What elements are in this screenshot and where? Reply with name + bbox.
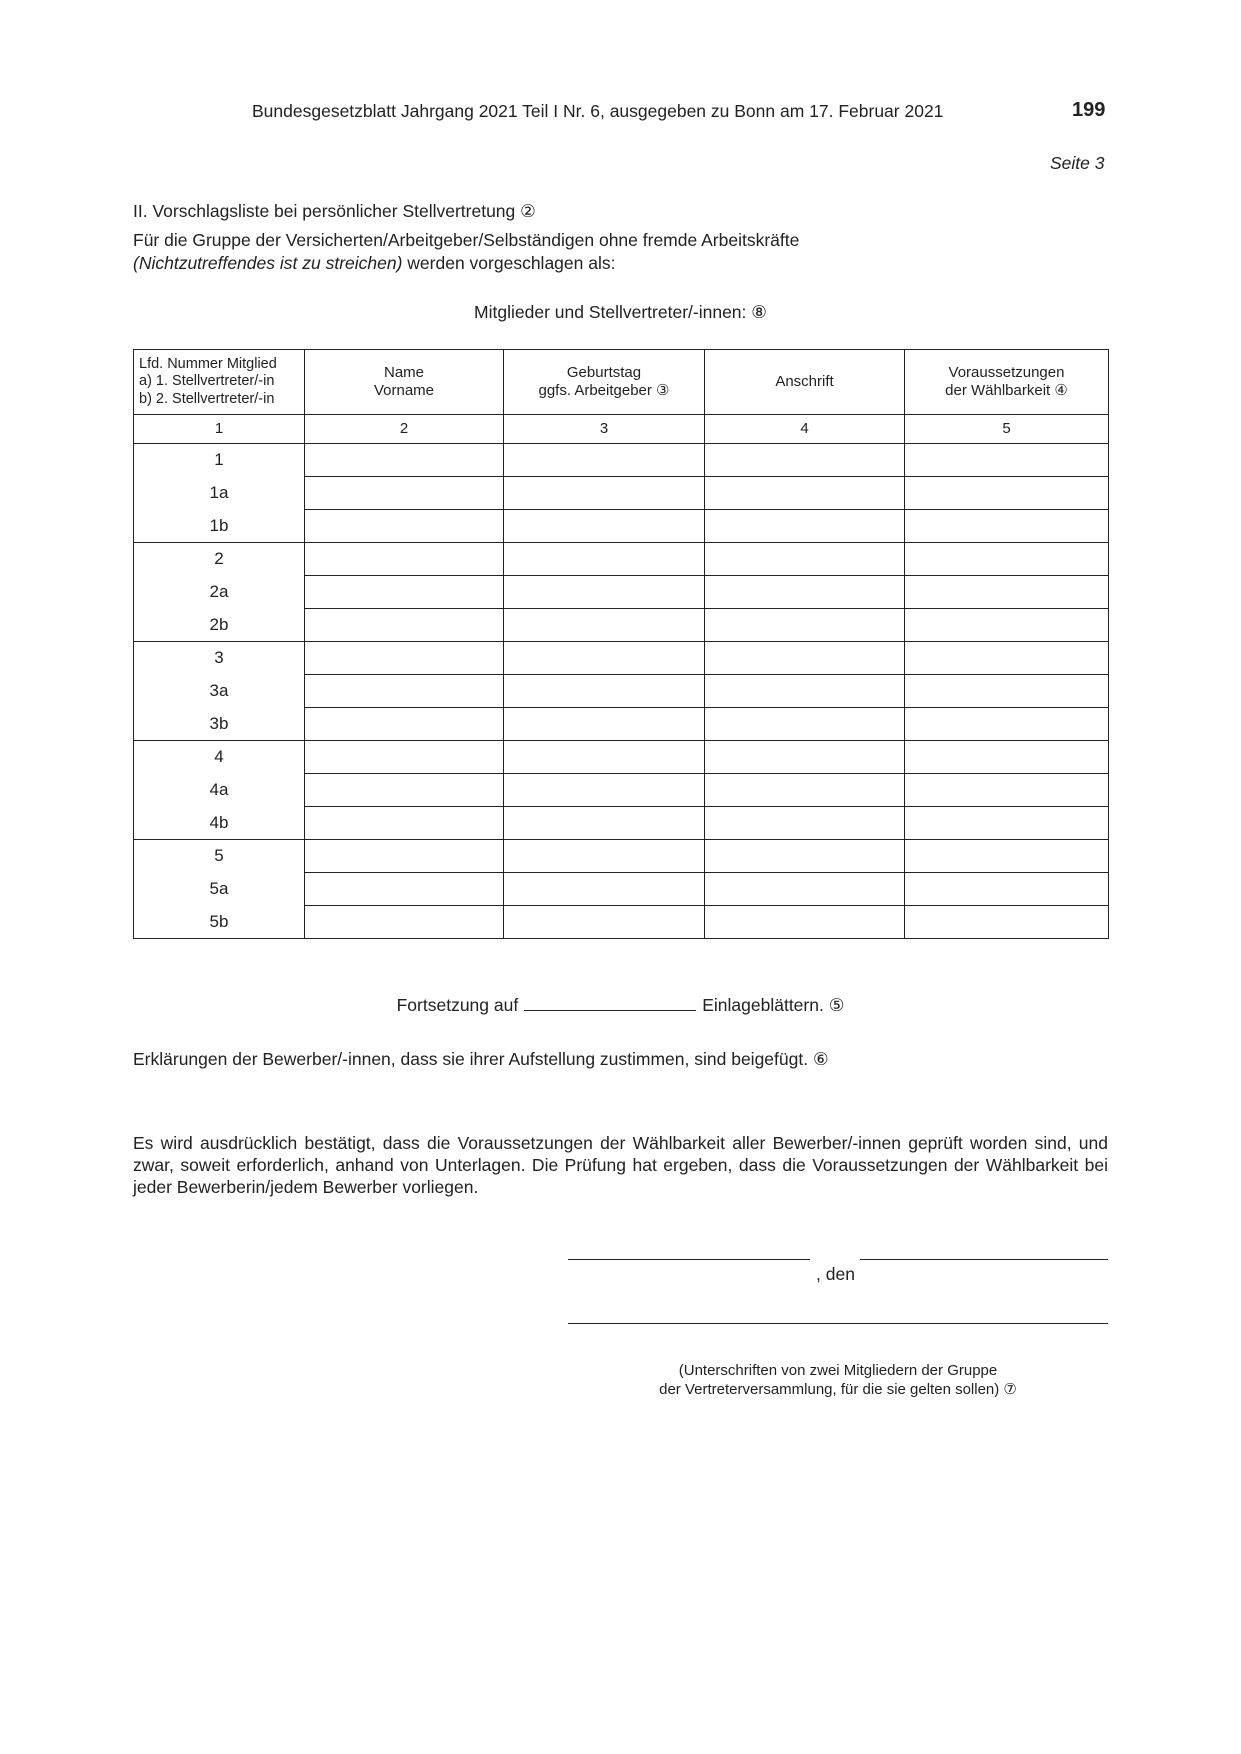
entry-cell[interactable]: [905, 642, 1109, 675]
entry-cell[interactable]: [905, 510, 1109, 543]
table-row: [134, 774, 1109, 807]
table-row: [134, 675, 1109, 708]
continuation-line: [0, 995, 1241, 1016]
header-col-number-line: Lfd. Nummer Mitglied: [139, 355, 277, 372]
entry-cell[interactable]: [705, 477, 905, 510]
row-number: 3a: [134, 675, 305, 708]
header-col-address-line: Anschrift: [775, 373, 834, 390]
entry-cell[interactable]: [705, 906, 905, 939]
entry-cell[interactable]: [305, 774, 504, 807]
entry-cell[interactable]: [305, 543, 504, 576]
table-row: [134, 708, 1109, 741]
header-col-birthday-line: ggfs. Arbeitgeber ③: [538, 382, 670, 399]
entry-cell[interactable]: [504, 708, 705, 741]
entry-cell[interactable]: [305, 807, 504, 840]
row-number: 4b: [134, 807, 305, 840]
entry-cell[interactable]: [905, 741, 1109, 774]
intro-note: (Nichtzutreffendes ist zu streichen): [133, 253, 403, 273]
section-intro: [133, 229, 799, 275]
place-blank[interactable]: [568, 1259, 810, 1260]
row-number: 4a: [134, 774, 305, 807]
entry-cell[interactable]: [705, 576, 905, 609]
declaration-text: Erklärungen der Bewerber/-innen, dass sie ihrer Aufstellung zustimmen, sind beigefügt. ⑥: [133, 1049, 829, 1069]
header-col-name: [305, 350, 504, 415]
header-col-eligibility-line: Voraussetzungen: [948, 364, 1065, 381]
header-col-name-line: Vorname: [373, 382, 435, 399]
row-number: 2: [134, 543, 305, 576]
table-row: [134, 807, 1109, 840]
row-number: 5b: [134, 906, 305, 939]
page-label: Seite 3: [1050, 153, 1105, 173]
confirmation-text: Es wird ausdrücklich bestätigt, dass die Voraussetzungen der Wählbarkeit aller Bewerber/-innen geprüft worden sind, und zwar, soweit erforderlich, anhand von Unterlagen. Die Prüfung hat ergeben, dass die Voraussetzungen der Wählbarkeit bei jeder Bewerberin/jedem Bewerber vorliegen.: [133, 1133, 1108, 1197]
entry-cell[interactable]: [905, 477, 1109, 510]
row-number: 5a: [134, 873, 305, 906]
row-number: 3: [134, 642, 305, 675]
intro-line-1: Für die Gruppe der Versicherten/Arbeitgeber/Selbständigen ohne fremde Arbeitskräfte: [133, 230, 800, 250]
entry-cell[interactable]: [504, 807, 705, 840]
continuation-before: Fortsetzung auf: [396, 995, 519, 1015]
entry-cell[interactable]: [504, 477, 705, 510]
date-blank[interactable]: [860, 1259, 1108, 1260]
signature-caption-line: (Unterschriften von zwei Mitgliedern der Gruppe: [678, 1362, 998, 1379]
entry-cell[interactable]: [305, 576, 504, 609]
entry-cell[interactable]: [905, 609, 1109, 642]
entry-cell[interactable]: [504, 840, 705, 873]
page-number: 199: [1072, 99, 1106, 121]
table-row: [134, 543, 1109, 576]
column-number: 4: [705, 415, 905, 444]
entry-cell[interactable]: [504, 741, 705, 774]
table-row: [134, 510, 1109, 543]
table-row: [134, 576, 1109, 609]
header-col-name-line: Name: [383, 364, 424, 381]
row-number: 1: [134, 444, 305, 477]
entry-cell[interactable]: [705, 840, 905, 873]
section-heading: II. Vorschlagsliste bei persönlicher Stellvertretung ②: [133, 201, 536, 221]
entry-cell[interactable]: [305, 675, 504, 708]
entry-cell[interactable]: [705, 543, 905, 576]
entry-cell[interactable]: [305, 510, 504, 543]
row-number: 2a: [134, 576, 305, 609]
intro-rest: werden vorgeschlagen als:: [402, 253, 616, 273]
entry-cell[interactable]: [905, 807, 1109, 840]
entry-cell[interactable]: [504, 576, 705, 609]
entry-cell[interactable]: [504, 642, 705, 675]
entry-cell[interactable]: [705, 807, 905, 840]
entry-cell[interactable]: [305, 642, 504, 675]
proposal-table: [133, 349, 1109, 939]
column-number: 5: [905, 415, 1109, 444]
entry-cell[interactable]: [905, 774, 1109, 807]
entry-cell[interactable]: [905, 840, 1109, 873]
table-row: [134, 840, 1109, 873]
header-col-number: [134, 350, 305, 415]
signature-caption-line: der Vertreterversammlung, für die sie gelten sollen) ⑦: [659, 1381, 1017, 1398]
entry-cell[interactable]: [705, 774, 905, 807]
row-number: 4: [134, 741, 305, 774]
header-col-address: [705, 350, 905, 415]
table-row: [134, 873, 1109, 906]
column-number: 2: [305, 415, 504, 444]
entry-cell[interactable]: [504, 609, 705, 642]
table-row: [134, 444, 1109, 477]
entry-cell[interactable]: [705, 708, 905, 741]
column-number: 3: [504, 415, 705, 444]
table-body: [134, 444, 1109, 939]
entry-cell[interactable]: [905, 675, 1109, 708]
entry-cell[interactable]: [305, 708, 504, 741]
entry-cell[interactable]: [705, 510, 905, 543]
header-col-eligibility-line: der Wählbarkeit ④: [945, 382, 1068, 399]
entry-cell[interactable]: [305, 873, 504, 906]
column-number: 1: [134, 415, 305, 444]
header-title: Bundesgesetzblatt Jahrgang 2021 Teil I Nr. 6, ausgegeben zu Bonn am 17. Februar 2021: [252, 101, 944, 121]
header-col-birthday-line: Geburtstag: [566, 364, 642, 381]
entry-cell[interactable]: [305, 741, 504, 774]
entry-cell[interactable]: [905, 873, 1109, 906]
entry-cell[interactable]: [305, 477, 504, 510]
entry-cell[interactable]: [705, 873, 905, 906]
entry-cell[interactable]: [305, 609, 504, 642]
signature-caption: [568, 1361, 1108, 1399]
row-number: 1a: [134, 477, 305, 510]
entry-cell[interactable]: [504, 510, 705, 543]
entry-cell[interactable]: [504, 543, 705, 576]
entry-cell[interactable]: [305, 444, 504, 477]
row-number: 1b: [134, 510, 305, 543]
table-row: [134, 477, 1109, 510]
entry-cell[interactable]: [705, 675, 905, 708]
table-row: [134, 609, 1109, 642]
entry-cell[interactable]: [705, 741, 905, 774]
entry-cell[interactable]: [705, 642, 905, 675]
entry-cell[interactable]: [905, 708, 1109, 741]
row-number: 2b: [134, 609, 305, 642]
entry-cell[interactable]: [905, 906, 1109, 939]
entry-cell[interactable]: [504, 444, 705, 477]
header-col-birthday: [504, 350, 705, 415]
entry-cell[interactable]: [905, 444, 1109, 477]
continuation-after: Einlageblättern. ⑤: [702, 995, 845, 1015]
row-number: 5: [134, 840, 305, 873]
entry-cell[interactable]: [504, 906, 705, 939]
table-row: [134, 741, 1109, 774]
header-col-eligibility: [905, 350, 1109, 415]
signature-blank[interactable]: [568, 1323, 1108, 1324]
entry-cell[interactable]: [504, 675, 705, 708]
table-caption: Mitglieder und Stellvertreter/-innen: ⑧: [474, 302, 767, 322]
entry-cell[interactable]: [905, 576, 1109, 609]
row-number: 3b: [134, 708, 305, 741]
intro-line-2: [133, 252, 799, 275]
table-row: [134, 642, 1109, 675]
entry-cell[interactable]: [305, 840, 504, 873]
header-col-number-line: b) 2. Stellvertreter/-in: [139, 390, 275, 407]
continuation-blank[interactable]: [524, 996, 696, 1011]
table-row: [134, 906, 1109, 939]
entry-cell[interactable]: [305, 906, 504, 939]
header-col-number-line: a) 1. Stellvertreter/-in: [139, 373, 275, 390]
entry-cell[interactable]: [705, 444, 905, 477]
entry-cell[interactable]: [504, 774, 705, 807]
den-label: , den: [816, 1264, 855, 1284]
entry-cell[interactable]: [905, 543, 1109, 576]
entry-cell[interactable]: [705, 609, 905, 642]
entry-cell[interactable]: [504, 873, 705, 906]
